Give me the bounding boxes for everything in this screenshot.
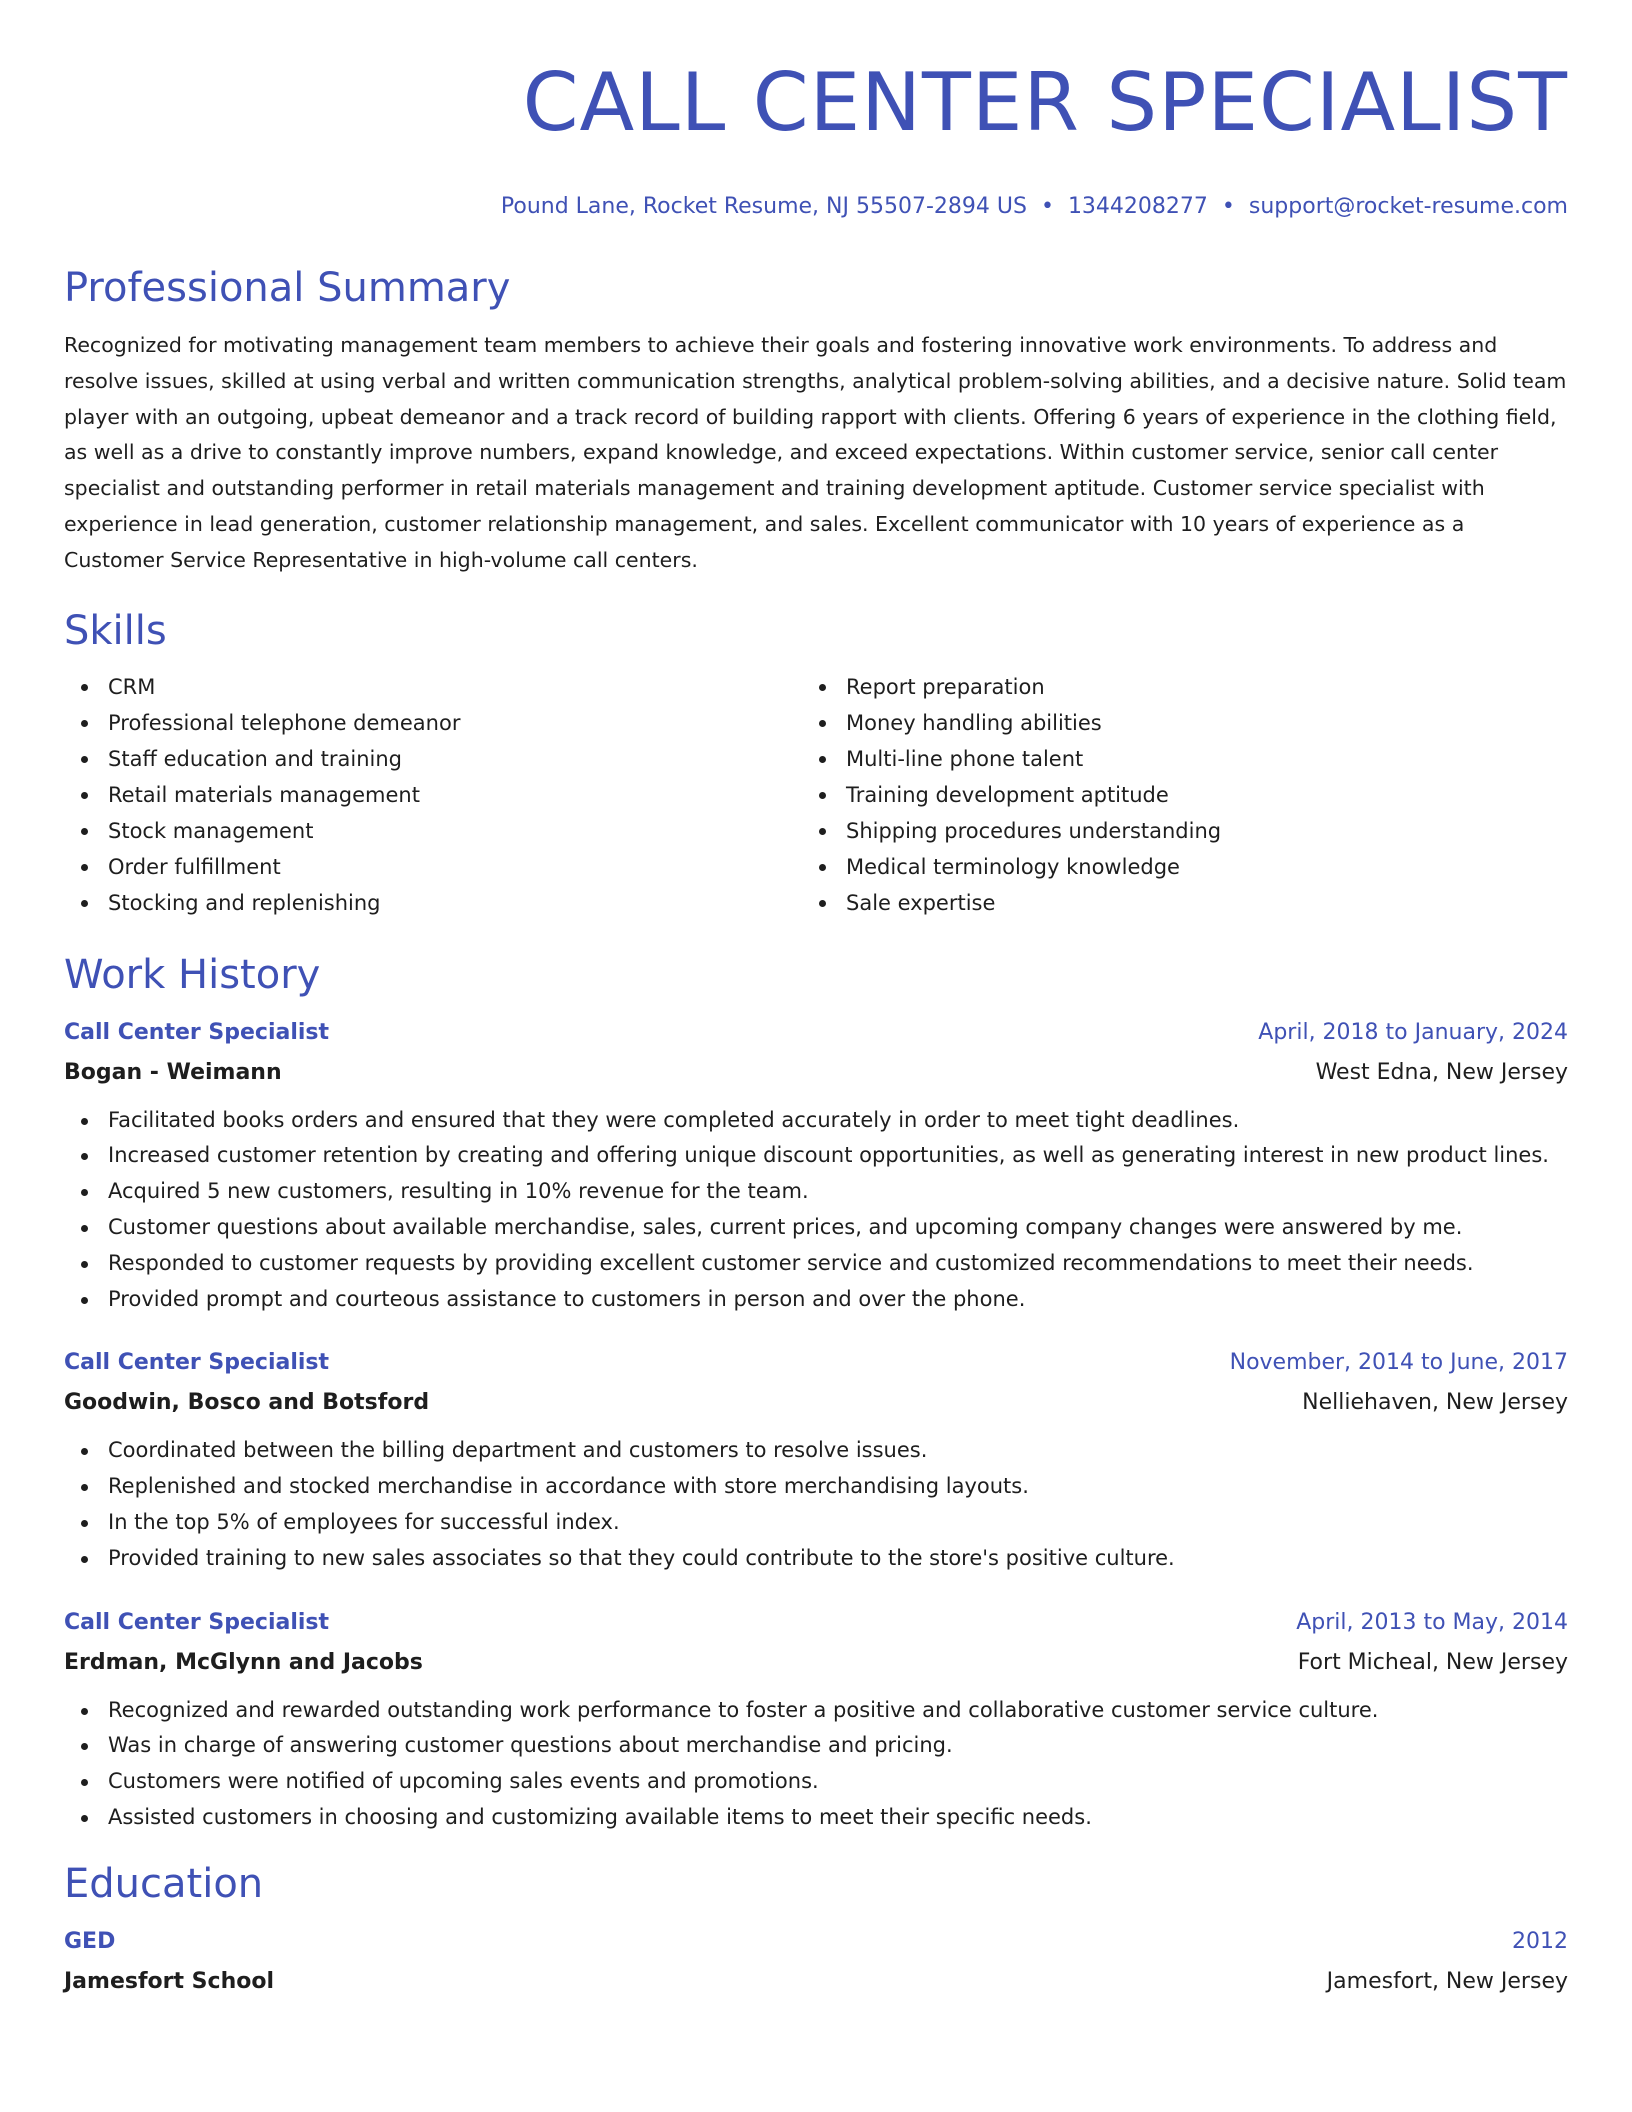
skill-item: Training development aptitude bbox=[802, 777, 1540, 813]
education-subheader bbox=[64, 1962, 1568, 2002]
job-bullets bbox=[64, 1693, 1568, 1836]
job-header bbox=[64, 1013, 1568, 1053]
job-bullet: Provided prompt and courteous assistance to customers in person and over the phone. bbox=[64, 1282, 1568, 1318]
summary-text: Recognized for motivating management team members to achieve their goals and fostering innovative work environments. To address and resolve issues, skilled at using verbal and written communication strengths, analytical problem-solving abilities, and a decisive nature. Solid team player with an outgoing, upbeat demeanor and a track record of building rapport with clients. Offering 6 years of experience in the clothing field, as well as a drive to constantly improve numbers, expand knowledge, and exceed expectations. Within customer service, senior call center specialist and outstanding performer in retail materials management and training development aptitude. Customer service specialist with experience in lead generation, customer relationship management, and sales. Excellent communicator with 10 years of experience as a Customer Service Representative in high-volume call centers. bbox=[64, 333, 1567, 572]
skill-item: Stocking and replenishing bbox=[64, 885, 802, 921]
contact-separator: • bbox=[1040, 194, 1054, 219]
skill-item: Report preparation bbox=[802, 669, 1540, 705]
job-title: Call Center Specialist bbox=[64, 1350, 330, 1376]
education-degree: GED bbox=[64, 1928, 116, 1954]
skills-list-right bbox=[802, 669, 1540, 921]
job-company: Bogan - Weimann bbox=[64, 1059, 282, 1085]
job-bullet: Facilitated books orders and ensured that they were completed accurately in order to meet tight deadlines. bbox=[64, 1103, 1568, 1139]
job-bullet: Customer questions about available merchandise, sales, current prices, and upcoming company changes were answered by me. bbox=[64, 1210, 1568, 1246]
job-dates: November, 2014 to June, 2017 bbox=[1229, 1350, 1568, 1376]
job-dates: April, 2013 to May, 2014 bbox=[1296, 1609, 1568, 1635]
education-year: 2012 bbox=[1512, 1928, 1568, 1954]
skill-item: Money handling abilities bbox=[802, 705, 1540, 741]
job-title: Call Center Specialist bbox=[64, 1019, 330, 1045]
work-history-heading: Work History bbox=[64, 951, 321, 998]
job-location: Fort Micheal, New Jersey bbox=[1297, 1649, 1568, 1675]
job-location: Nelliehaven, New Jersey bbox=[1302, 1390, 1568, 1416]
job-bullet: Coordinated between the billing department and customers to resolve issues. bbox=[64, 1433, 1568, 1469]
job-title: Call Center Specialist bbox=[64, 1609, 330, 1635]
skill-item: Shipping procedures understanding bbox=[802, 813, 1540, 849]
work-history-section bbox=[64, 951, 1568, 1836]
skill-item: CRM bbox=[64, 669, 802, 705]
contact-email: support@rocket-resume.com bbox=[1248, 194, 1568, 219]
job-bullet: In the top 5% of employees for successful index. bbox=[64, 1505, 1568, 1541]
job-entry bbox=[64, 1013, 1568, 1318]
job-location: West Edna, New Jersey bbox=[1315, 1059, 1568, 1085]
skill-item: Multi-line phone talent bbox=[802, 741, 1540, 777]
skills-heading: Skills bbox=[64, 607, 167, 654]
job-bullet: Customers were notified of upcoming sales events and promotions. bbox=[64, 1764, 1568, 1800]
education-school: Jamesfort School bbox=[64, 1968, 274, 1994]
job-subheader bbox=[64, 1383, 1568, 1423]
job-bullet: Provided training to new sales associates so that they could contribute to the store's positive culture. bbox=[64, 1541, 1568, 1577]
contact-separator: • bbox=[1221, 194, 1235, 219]
job-bullets bbox=[64, 1433, 1568, 1576]
contact-phone: 1344208277 bbox=[1067, 194, 1208, 219]
job-bullet: Assisted customers in choosing and customizing available items to meet their specific needs. bbox=[64, 1800, 1568, 1836]
job-bullet: Increased customer retention by creating and offering unique discount opportunities, as well as generating interest in new product lines. bbox=[64, 1138, 1568, 1174]
job-header bbox=[64, 1343, 1568, 1383]
job-bullet: Acquired 5 new customers, resulting in 10% revenue for the team. bbox=[64, 1174, 1568, 1210]
education-entry bbox=[64, 1922, 1568, 2002]
job-bullet: Replenished and stocked merchandise in accordance with store merchandising layouts. bbox=[64, 1469, 1568, 1505]
job-dates: April, 2018 to January, 2024 bbox=[1258, 1019, 1568, 1045]
job-subheader bbox=[64, 1053, 1568, 1093]
job-bullets bbox=[64, 1103, 1568, 1318]
contact-line bbox=[64, 192, 1568, 222]
skill-item: Retail materials management bbox=[64, 777, 802, 813]
skills-section bbox=[64, 607, 1568, 921]
summary-section bbox=[64, 264, 1568, 579]
education-location: Jamesfort, New Jersey bbox=[1326, 1968, 1568, 1994]
skill-item: Professional telephone demeanor bbox=[64, 705, 802, 741]
job-bullet: Recognized and rewarded outstanding work performance to foster a positive and collaborative customer service culture. bbox=[64, 1693, 1568, 1729]
contact-address: Pound Lane, Rocket Resume, NJ 55507-2894 US bbox=[500, 194, 1027, 219]
job-company: Goodwin, Bosco and Botsford bbox=[64, 1390, 430, 1416]
skill-item: Staff education and training bbox=[64, 741, 802, 777]
job-entry bbox=[64, 1603, 1568, 1836]
education-heading: Education bbox=[64, 1860, 264, 1907]
skill-item: Order fulfillment bbox=[64, 849, 802, 885]
job-header bbox=[64, 1603, 1568, 1643]
skills-column-left bbox=[64, 669, 802, 921]
skills-list-left bbox=[64, 669, 802, 921]
job-bullet: Responded to customer requests by providing excellent customer service and customized recommendations to meet their needs. bbox=[64, 1246, 1568, 1282]
resume-title: CALL CENTER SPECIALIST bbox=[522, 56, 1568, 149]
skill-item: Sale expertise bbox=[802, 885, 1540, 921]
job-entry bbox=[64, 1343, 1568, 1576]
education-header bbox=[64, 1922, 1568, 1962]
education-section bbox=[64, 1860, 1568, 2002]
skill-item: Medical terminology knowledge bbox=[802, 849, 1540, 885]
job-company: Erdman, McGlynn and Jacobs bbox=[64, 1649, 423, 1675]
job-bullet: Was in charge of answering customer questions about merchandise and pricing. bbox=[64, 1728, 1568, 1764]
summary-heading: Professional Summary bbox=[64, 265, 511, 311]
skills-column-right bbox=[802, 669, 1540, 921]
skills-columns bbox=[64, 669, 1568, 921]
skill-item: Stock management bbox=[64, 813, 802, 849]
job-subheader bbox=[64, 1643, 1568, 1683]
